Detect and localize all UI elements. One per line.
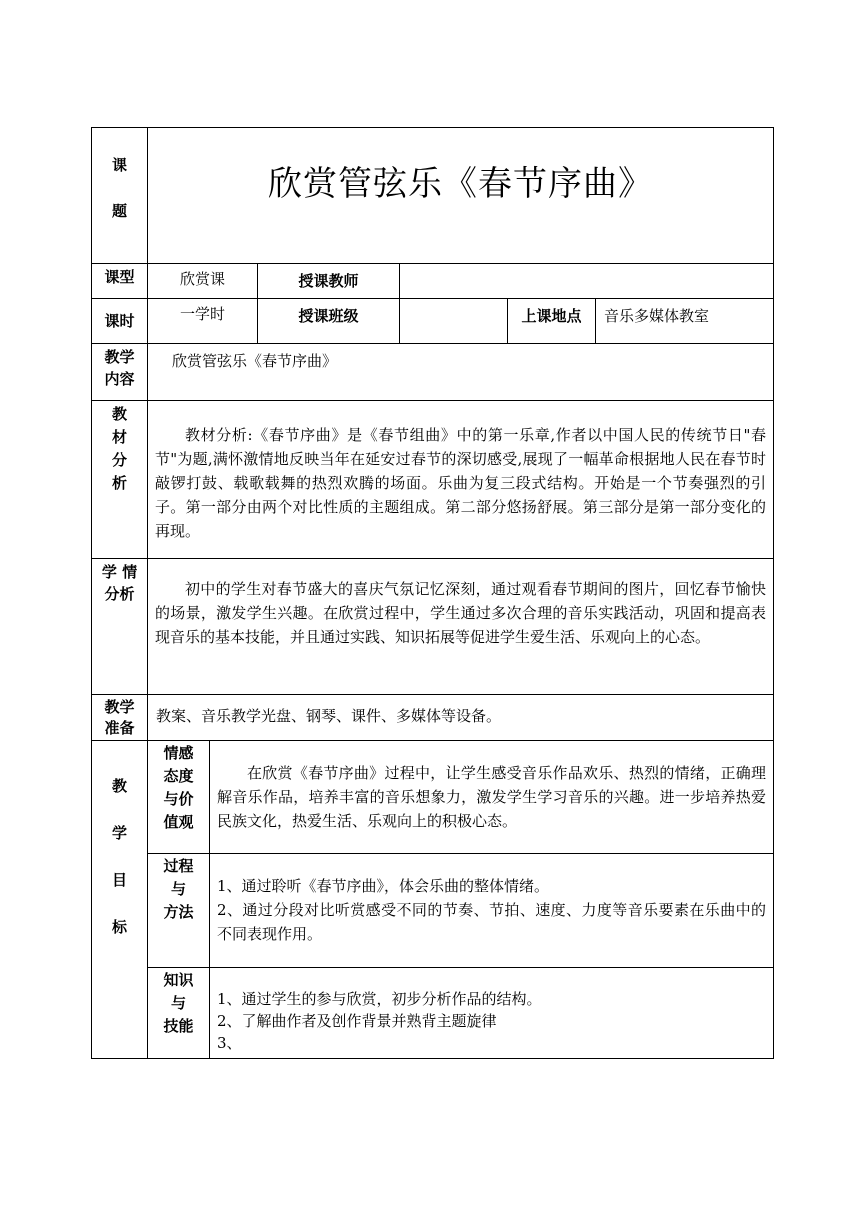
material-label-1: 教 [111,405,127,423]
knowledge-label-2: 与 [170,994,186,1012]
type-label: 课型 [92,264,148,299]
knowledge-item-2: 2、了解曲作者及创作背景并熟背主题旋律 [217,1012,497,1030]
attitude-label-cell [148,741,210,854]
goal-knowledge-row [92,968,774,1059]
title-cell [148,128,774,264]
material-label-4: 析 [111,474,127,492]
goals-label-cell [92,741,148,1059]
material-cell [148,401,774,559]
students-cell [148,559,774,695]
type-row [92,264,774,299]
class-label: 授课班级 [258,299,400,344]
goals-label-3: 目 [111,871,127,889]
material-label-cell [92,401,148,559]
process-label-cell [148,854,210,968]
content-label-1: 教学 [104,348,135,366]
knowledge-cell [210,968,774,1059]
prep-label-2: 准备 [104,719,135,737]
attitude-text: 在欣赏《春节序曲》过程中，让学生感受音乐作品欢乐、热烈的情绪，正确理解音乐作品，培养丰富的音乐想象力，激发学生学习音乐的兴趣。进一步培养热爱民族文化，热爱生活、乐观向上的积极心态。 [217,764,767,830]
attitude-cell [210,741,774,854]
goal-attitude-row [92,741,774,854]
content-label-cell [92,344,148,401]
attitude-label-4: 值观 [163,813,194,831]
students-row [92,559,774,695]
attitude-label-3: 与价 [163,790,194,808]
process-cell [210,854,774,968]
attitude-label-2: 态度 [163,767,194,785]
content-value: 欣赏管弦乐《春节序曲》 [148,344,774,401]
prep-row [92,695,774,741]
content-label-2: 内容 [104,370,135,388]
students-text: 初中的学生对春节盛大的喜庆气氛记忆深刻，通过观看春节期间的图片，回忆春节愉快的场景，激发学生兴趣。在欣赏过程中，学生通过多次合理的音乐实践活动，巩固和提高表现音乐的基本技能，并且通过实践、知识拓展等促进学生爱生活、乐观向上的心态。 [155,580,767,646]
material-label-2: 材 [111,428,127,446]
title-row [92,128,774,264]
goals-label-2: 学 [111,824,127,842]
title-label-1: 课 [111,156,127,174]
process-label-1: 过程 [163,857,194,875]
prep-label-1: 教学 [104,698,135,716]
title-label-cell [92,128,148,264]
process-label-3: 方法 [163,903,194,921]
material-label-3: 分 [111,451,127,469]
lesson-title: 欣赏管弦乐《春节序曲》 [268,164,654,204]
material-text: 教材分析:《春节序曲》是《春节组曲》中的第一乐章,作者以中国人民的传统节日"春节"为题,满怀激情地反映当年在延安过春节的深切感受,展现了一幅革命根据地人民在春节时敲锣打鼓、载歌载舞的热烈欢腾的场面。乐曲为复三段式结构。开始是一个节奏强烈的引子。第一部分由两个对比性质的主题组成。第二部分悠扬舒展。第三部分是第一部分变化的再现。 [155,426,767,540]
students-label-2: 分析 [104,585,135,603]
hours-label: 课时 [92,299,148,344]
goals-label-1: 教 [111,777,127,795]
content-row [92,344,774,401]
students-label-1: 学 情 [101,563,138,581]
teacher-value [400,264,774,299]
knowledge-label-1: 知识 [163,971,194,989]
title-label-2: 题 [111,202,127,220]
place-value: 音乐多媒体教室 [596,299,774,344]
class-value [400,299,508,344]
prep-value: 教案、音乐教学光盘、钢琴、课件、多媒体等设备。 [148,695,774,741]
hours-row [92,299,774,344]
knowledge-item-1: 1、通过学生的参与欣赏，初步分析作品的结构。 [217,990,542,1008]
material-row [92,401,774,559]
goal-process-row [92,854,774,968]
knowledge-label-cell [148,968,210,1059]
process-item-1: 1、通过聆听《春节序曲》，体会乐曲的整体情绪。 [217,877,550,895]
type-value: 欣赏课 [148,264,258,299]
attitude-label-1: 情感 [163,744,194,762]
goals-label-4: 标 [111,918,127,936]
knowledge-item-3: 3、 [217,1034,242,1052]
knowledge-label-3: 技能 [163,1017,194,1035]
hours-value: 一学时 [148,299,258,344]
students-label-cell [92,559,148,695]
process-item-2: 2、通过分段对比听赏感受不同的节奏、节拍、速度、力度等音乐要素在乐曲中的不同表现作用。 [217,901,767,943]
process-label-2: 与 [170,880,186,898]
lesson-plan-table [91,127,774,1059]
place-label: 上课地点 [508,299,596,344]
teacher-label: 授课教师 [258,264,400,299]
prep-label-cell [92,695,148,741]
